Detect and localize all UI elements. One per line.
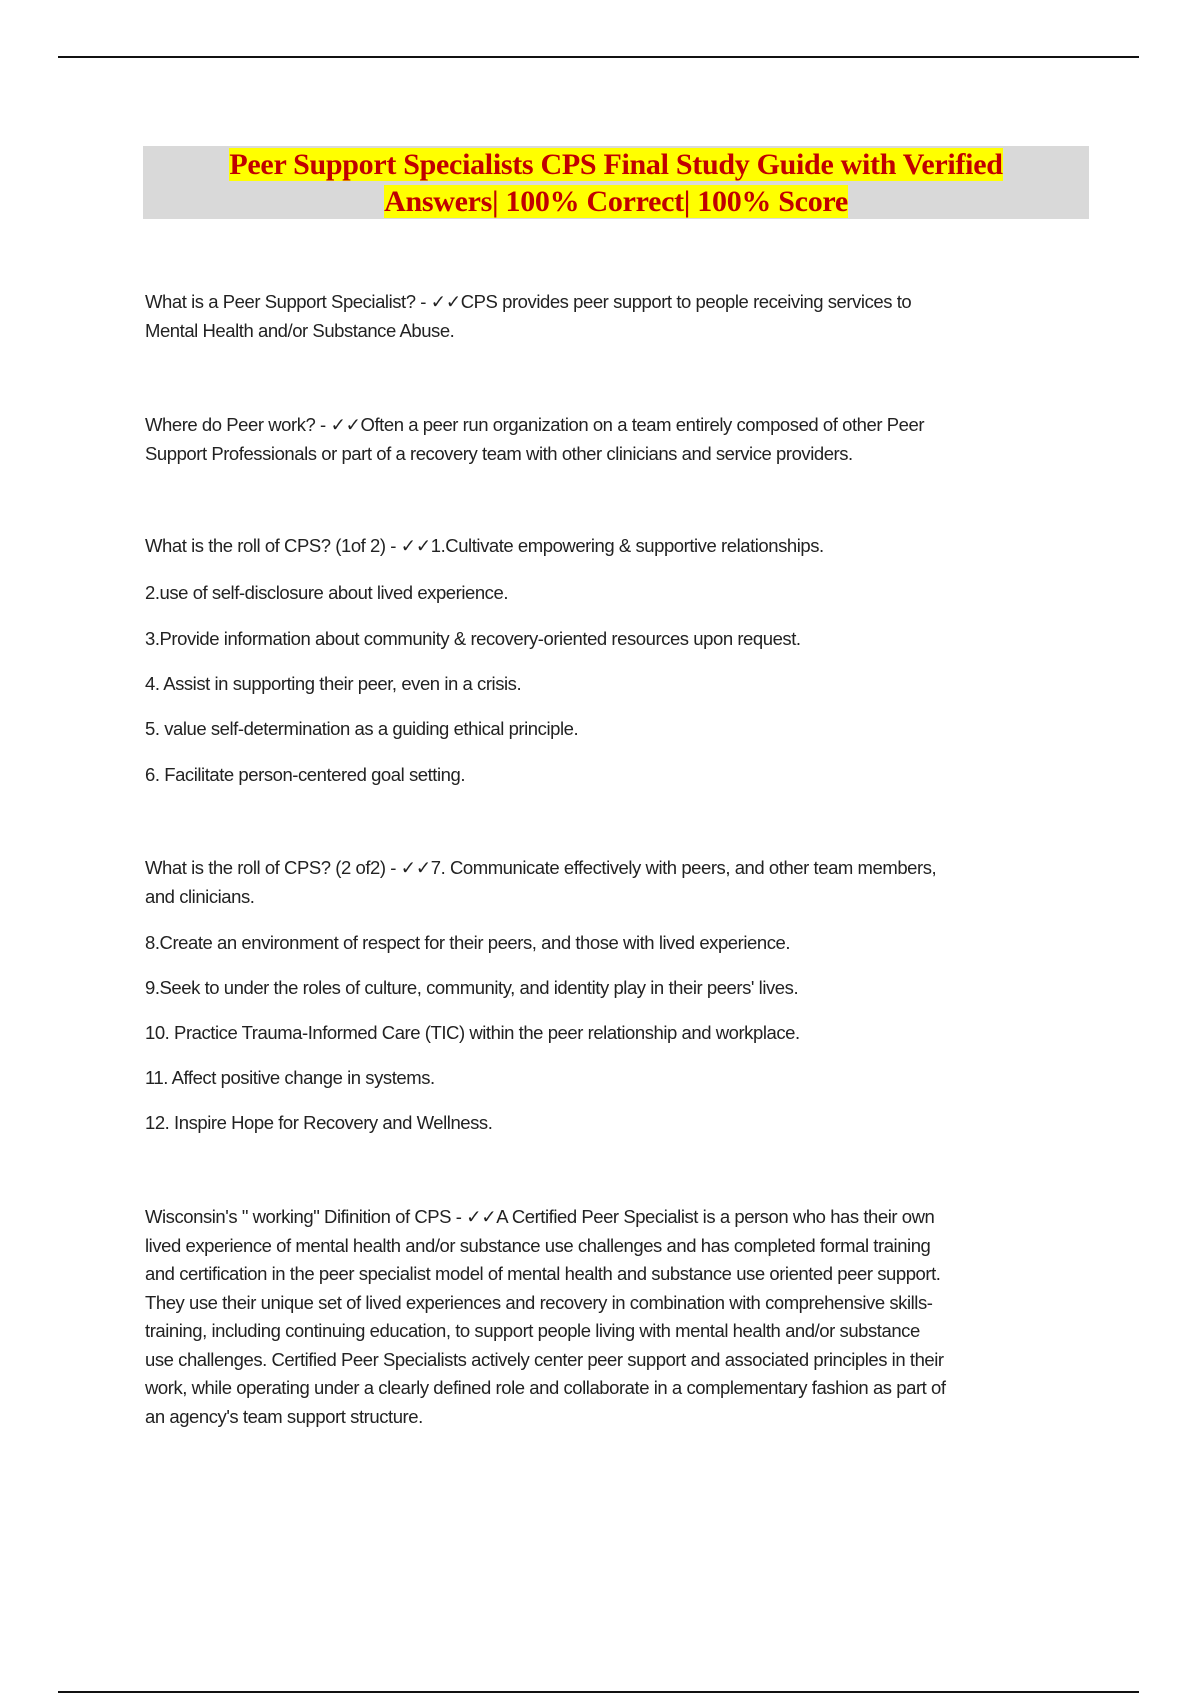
- answer-item: [145, 931, 790, 960]
- text-line: training, including continuing education, to support people living with mental health and/or substance: [145, 1320, 920, 1341]
- text-line: 12. Inspire Hope for Recovery and Wellness.: [145, 1112, 493, 1133]
- question-answer: [145, 1205, 946, 1433]
- question-answer: [145, 290, 911, 347]
- answer-item: [145, 763, 465, 792]
- text-line: What is a Peer Support Specialist? - ✓✓CPS provides peer support to people receiving services to: [145, 291, 912, 312]
- text-line: 3.Provide information about community & recovery-oriented resources upon request.: [145, 628, 801, 649]
- header-rule: [58, 56, 1139, 58]
- title-line: Answers| 100% Correct| 100% Score: [384, 185, 848, 218]
- text-line: 6. Facilitate person-centered goal setting.: [145, 764, 466, 785]
- text-line: Mental Health and/or Substance Abuse.: [145, 319, 455, 341]
- text-line: work, while operating under a clearly defined role and collaborate in a complementary fashion as part of: [145, 1377, 946, 1398]
- text-line: use challenges. Certified Peer Specialists actively center peer support and associated principles in their: [145, 1348, 944, 1370]
- text-line: Wisconsin's " working" Difinition of CPS - ✓✓A Certified Peer Specialist is a person who has their own: [145, 1206, 935, 1227]
- footer-rule: [58, 1691, 1139, 1693]
- text-line: 10. Practice Trauma-Informed Care (TIC) within the peer relationship and workplace.: [145, 1022, 800, 1043]
- text-line: 8.Create an environment of respect for their peers, and those with lived experience.: [145, 932, 791, 953]
- answer-item: [145, 627, 801, 656]
- answer-item: [145, 717, 578, 746]
- question-answer: [145, 413, 924, 470]
- text-line: 2.use of self-disclosure about lived experience.: [145, 582, 509, 603]
- title-line: Peer Support Specialists CPS Final Study Guide with Verified: [229, 148, 1003, 181]
- text-line: 4. Assist in supporting their peer, even in a crisis.: [145, 673, 522, 694]
- text-line: 9.Seek to under the roles of culture, community, and identity play in their peers' lives.: [145, 977, 799, 998]
- text-line: and clinicians.: [145, 885, 255, 907]
- answer-item: [145, 672, 521, 701]
- answer-item: [145, 581, 508, 610]
- text-line: 11. Affect positive change in systems.: [145, 1067, 435, 1088]
- text-line: an agency's team support structure.: [145, 1405, 423, 1427]
- text-line: and certification in the peer specialist model of mental health and substance use oriented peer support.: [145, 1263, 941, 1284]
- text-line: 5. value self-determination as a guiding ethical principle.: [145, 718, 579, 739]
- question-answer: [145, 856, 936, 913]
- text-line: What is the roll of CPS? (2 of2) - ✓✓7. Communicate effectively with peers, and other team members,: [145, 857, 937, 878]
- text-line: They use their unique set of lived experiences and recovery in combination with comprehensive skills-: [145, 1291, 933, 1313]
- question-answer: [145, 534, 824, 563]
- answer-item: [145, 976, 798, 1005]
- text-line: Support Professionals or part of a recovery team with other clinicians and service providers.: [145, 442, 853, 464]
- text-line: Where do Peer work? - ✓✓Often a peer run organization on a team entirely composed of other Peer: [145, 414, 925, 435]
- text-line: lived experience of mental health and/or substance use challenges and has completed formal training: [145, 1234, 931, 1256]
- answer-item: [145, 1021, 800, 1050]
- document-title: [143, 146, 1089, 219]
- answer-item: [145, 1066, 435, 1095]
- answer-item: [145, 1111, 492, 1140]
- text-line: What is the roll of CPS? (1of 2) - ✓✓1.Cultivate empowering & supportive relationships.: [145, 535, 824, 556]
